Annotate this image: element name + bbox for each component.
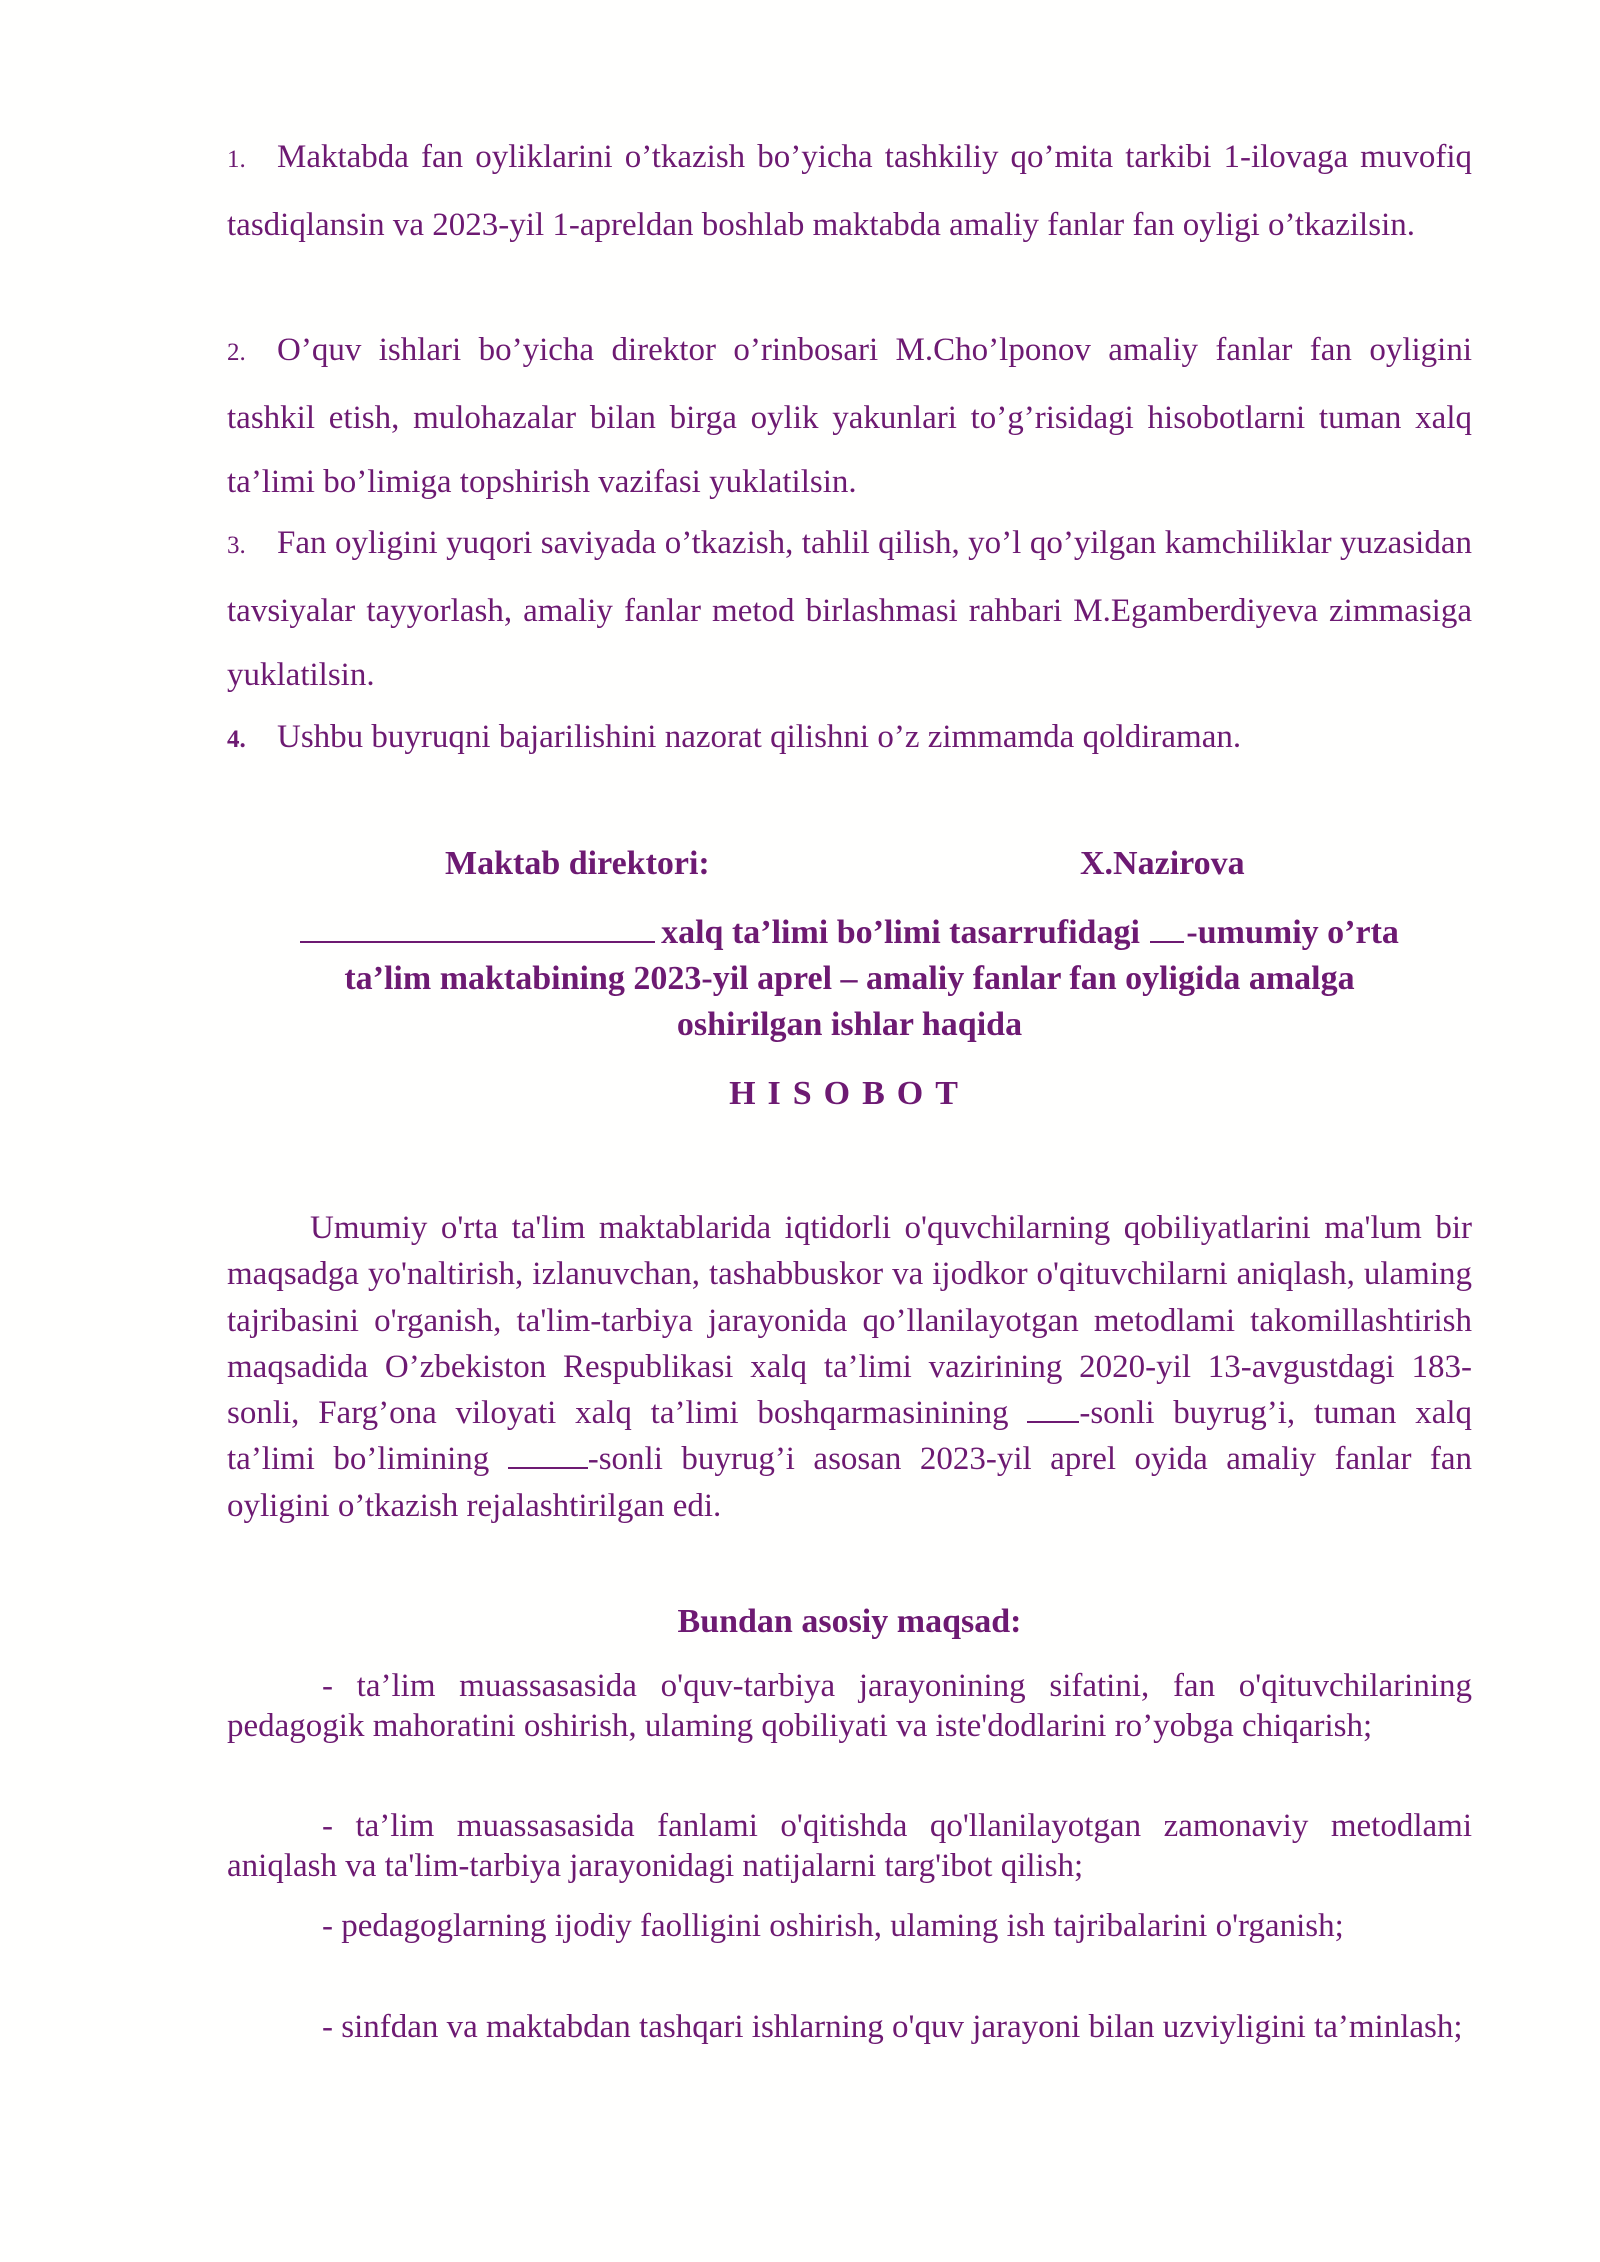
item-text: O’quv ishlari bo’yicha direktor o’rinbosari M.Cho’lponov amaliy fanlar fan oyligini tashkil etish, mulohazalar bilan birga oylik yakunlari to’g’risidagi hisobotlarni tuman xalq ta’limi bo’limiga topshirish vazifasi yuklatilsin. [227, 332, 1472, 500]
signature-name: X.Nazirova [1080, 845, 1245, 882]
item-number: 2. [227, 339, 246, 366]
item-number: 1. [227, 146, 246, 173]
report-title-line-3: oshirilgan ishlar haqida [676, 1006, 1023, 1043]
order-item-1 [227, 125, 1472, 257]
goal-item-4: - sinfdan va maktabdan tashqari ishlarning o'quv jarayoni bilan uzviyligini ta’minlash; [322, 2009, 1463, 2045]
signature-title: Maktab direktori: [445, 845, 710, 882]
item-text: Fan oyligini yuqori saviyada o’tkazish, tahlil qilish, yo’l qo’yilgan kamchiliklar yuzasidan tavsiyalar tayyorlash, amaliy fanlar metod birlashmasi rahbari M.Egamberdiyeva zimmasiga yuklatilsin. [227, 525, 1472, 693]
goals-heading: Bundan asosiy maqsad: [677, 1603, 1022, 1640]
goal-item-3: - pedagoglarning ijodiy faolligini oshirish, ulaming ish tajribalarini o'rganish; [322, 1908, 1344, 1944]
report-title [227, 910, 1472, 1048]
goal-item-1: - ta’lim muassasasida o'quv-tarbiya jarayonining sifatini, fan o'qituvchilarining pedagogik mahoratini oshirish, ulaming qobiliyati va iste'dodlarini ro’yobga chiqarish; [227, 1668, 1472, 1744]
blank-line [300, 913, 655, 943]
item-number: 4. [227, 726, 246, 753]
blank-line [1027, 1395, 1079, 1423]
report-title-part-2: -umumiy o’rta [1186, 914, 1399, 951]
blank-line [508, 1441, 588, 1469]
report-title-line-1 [227, 910, 1472, 956]
item-text: Ushbu buyruqni bajarilishini nazorat qilishni o’z zimmamda qoldiraman. [277, 719, 1242, 755]
body-text-1: Umumiy o'rta ta'lim maktablarida iqtidorli o'quvchilarning qobiliyatlarini ma'lum bir maqsadga yo'naltirish, izlanuvchan, tashabbuskor va ijodkor o'qituvchilarni aniqlash, ulaming tajribasini o'rganish, ta'lim-tarbiya jarayonida qo’llanilayotgan metodlami takomillashtirish maqsadida O’zbekiston Respublikasi xalq ta’limi vazirining 2020-yil 13-avgustdagi 183-sonli, Farg’ona viloyati xalq ta’limi boshqarmasinining [227, 1210, 1472, 1432]
goal-item-2: - ta’lim muassasasida fanlami o'qitishda qo'llanilayotgan zamonaviy metodlami aniqlash va ta'lim-tarbiya jarayonidagi natijalarni targ'ibot qilish; [227, 1808, 1472, 1884]
item-text: Maktabda fan oyliklarini o’tkazish bo’yicha tashkiliy qo’mita tarkibi 1-ilovaga muvofiq tasdiqlansin va 2023-yil 1-apreldan boshlab maktabda amaliy fanlar fan oyligi o’tkazilsin. [227, 139, 1472, 243]
body-paragraph [227, 1205, 1472, 1529]
report-heading: HISOBOT [729, 1075, 970, 1112]
body-text-2: -sonli buyrug’i, tuman xalq ta’limi bo’limining [227, 1395, 1473, 1478]
order-item-2 [227, 318, 1472, 515]
order-item-4 [227, 705, 1472, 773]
blank-line [1150, 913, 1184, 943]
order-item-3 [227, 511, 1472, 708]
report-title-line-2: ta’lim maktabining 2023-yil aprel – amaliy fanlar fan oyligida amalga [344, 960, 1355, 997]
item-number: 3. [227, 532, 246, 559]
report-title-part-1: xalq ta’limi bo’limi tasarrufidagi [661, 914, 1140, 951]
body-text-3: -sonli buyrug’i asosan 2023-yil aprel oyida amaliy fanlar fan oyligini o’tkazish rejalashtirilgan edi. [227, 1441, 1473, 1524]
